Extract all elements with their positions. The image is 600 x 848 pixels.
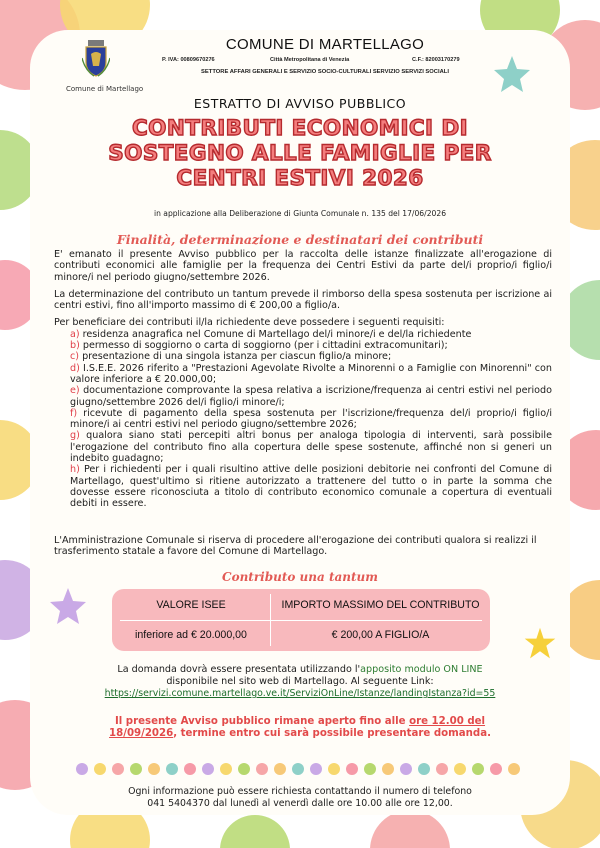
table-header-isee: VALORE ISEE: [156, 599, 226, 611]
deadline-time: ore 12.00 del: [409, 716, 486, 727]
decor-dot: [292, 763, 304, 775]
footer-line: Ogni informazione può essere richiesta contattando il numero di telefono: [128, 786, 472, 797]
header: [30, 30, 570, 100]
table-cell-importo: € 200,00 A FIGLIO/A: [331, 629, 430, 641]
list-item: d) I.S.E.E. 2026 riferito a "Prestazioni Agevolate Rivolte a Minorenni o a Famiglie con Minorenni" con valore inferiore a € 20.000,00;: [70, 362, 552, 385]
municipality-title: COMUNE DI MARTELLAGO: [225, 36, 425, 53]
decor-dot: [202, 763, 214, 775]
title-line: CONTRIBUTI ECONOMICI DI: [132, 116, 468, 141]
decor-dot: [220, 763, 232, 775]
decor-dot: [94, 763, 106, 775]
piva: P. IVA: 00809670276: [162, 57, 215, 63]
title-line: CENTRI ESTIVI 2026: [176, 166, 424, 191]
settore: SETTORE AFFARI GENERALI E SERVIZIO SOCIO-CULTURALI SERVIZIO SERVIZI SOCIALI: [201, 69, 449, 75]
footer-line: 041 5404370 dal lunedì al venerdì dalle ore 10.00 alle ore 12,00.: [147, 797, 453, 809]
list-item: a) residenza anagrafica nel Comune di Martellago del/i minore/i e del/la richiedente: [70, 328, 472, 340]
paragraph: La determinazione del contributo un tantum prevede il rimborso della spesa sostenuta per iscrizione ai centri estivi, fino all'importo massimo di € 200,00 a figlio/a.: [54, 288, 552, 312]
citta-metropolitana: Città Metropolitana di Venezia: [270, 57, 350, 63]
contact-footer: [30, 786, 570, 809]
domanda-text: La domanda dovrà essere presentata utilizzando l': [117, 664, 361, 675]
decor-dot: [454, 763, 466, 775]
decor-dot: [76, 763, 88, 775]
star-icon: [492, 54, 532, 94]
modulo-online: apposito modulo ON LINE: [360, 664, 483, 675]
decor-dot: [238, 763, 250, 775]
deadline-date: 18/09/2026: [109, 728, 174, 740]
coat-of-arms-icon: [82, 40, 110, 78]
title-line: SOSTEGNO ALLE FAMIGLIE PER: [108, 141, 492, 166]
section-title-finalita: Finalità, determinazione e destinatari dei contributi: [116, 232, 484, 247]
star-icon: [48, 586, 88, 626]
main-title: [70, 116, 530, 191]
decor-dot: [184, 763, 196, 775]
decor-dot: [310, 763, 322, 775]
istanza-link[interactable]: https://servizi.comune.martellago.ve.it/ServiziOnLine/Istanze/landingIstanza?id=55: [104, 688, 496, 699]
list-item: h) Per i richiedenti per i quali risultino attive delle posizioni debitorie nei confronti del Comune di Martellago, quest'ultimo si ritiene autorizzato a trattenere del tutto o in parte la somma che dovesse essere riconosciuta a titolo di contributo economico comunale a copertura di eventuali debiti in essere.: [70, 464, 552, 510]
paragraph: Per beneficiare dei contributi il/la richiedente deve possedere i seguenti requisiti:: [54, 317, 445, 329]
list-item: c) presentazione di una singola istanza per ciascun figlio/a minore;: [70, 351, 392, 363]
deliberazione: in applicazione alla Deliberazione di Giunta Comunale n. 135 del 17/06/2026: [153, 209, 447, 218]
domanda-line1: [30, 664, 570, 676]
decor-dot: [166, 763, 178, 775]
table-divider: [120, 620, 482, 621]
list-item: b) permesso di soggiorno o carta di soggiorno (per i cittadini extracomunitari);: [70, 340, 448, 352]
decor-dot: [364, 763, 376, 775]
domanda-link-row: [30, 688, 570, 700]
decor-dot: [370, 810, 450, 848]
decor-dot: [508, 763, 520, 775]
table-cell-isee: inferiore ad € 20.000,00: [135, 629, 247, 641]
section-title-contributo: Contributo una tantum: [222, 570, 378, 584]
decor-dot: [256, 763, 268, 775]
contribution-table: [112, 589, 490, 651]
decor-dot: [328, 763, 340, 775]
paragraph: E' emanato il presente Avviso pubblico per la raccolta delle istanze finalizzate all'erogazione di contributi economici alle famiglie per la frequenza dei Centri Estivi da parte del/i proprio/i figlio/i minore/i nel periodo giugno/settembre 2026.: [54, 249, 552, 283]
estratto-heading: ESTRATTO DI AVVISO PUBBLICO: [193, 96, 407, 111]
decor-dot: [382, 763, 394, 775]
codice-fiscale: C.F.: 82003170279: [412, 57, 460, 63]
list-item: f) ricevute di pagamento della spesa sostenuta per l'iscrizione/frequenza del/i proprio/i figlio/i minore/i ai centri estivi nel periodo giugno/settembre 2026;: [70, 407, 552, 431]
decor-dot: [220, 815, 290, 848]
decor-dot: [418, 763, 430, 775]
star-icon: [522, 626, 558, 662]
notice-card: [30, 30, 570, 815]
deadline-text: Il presente Avviso pubblico rimane aperto fino alle: [114, 716, 410, 727]
crest-caption: Comune di Martellago: [66, 85, 144, 93]
deadline-notice: [70, 716, 530, 740]
decorative-dots: [76, 763, 526, 777]
domanda-line2: disponibile nel sito web di Martellago. Al seguente Link:: [166, 676, 434, 687]
decor-dot: [130, 763, 142, 775]
table-header-importo: IMPORTO MASSIMO DEL CONTRIBUTO: [281, 599, 480, 611]
decor-dot: [112, 763, 124, 775]
list-item: e) documentazione comprovante la spesa relativa a iscrizione/frequenza ai centri estivi nel periodo giugno/settembre 2026 del/i figlio/i minore/i;: [70, 385, 552, 408]
deadline-text: , termine entro cui sarà possibile presentare domanda.: [173, 728, 491, 740]
decor-dot: [490, 763, 502, 775]
decor-dot: [346, 763, 358, 775]
amministrazione-note: L'Amministrazione Comunale si riserva di procedere all'erogazione dei contributi qualora si realizzi il trasferimento statale a favore del Comune di Martellago.: [54, 535, 537, 558]
decor-dot: [400, 763, 412, 775]
decor-dot: [436, 763, 448, 775]
requirements-list: [54, 329, 552, 510]
list-item: g) qualora siano stati percepiti altri bonus per analoga tipologia di interventi, sarà possibile l'erogazione del contributo fino alla copertura delle spese sostenute, affinché non si generi un indebito guadagno;: [70, 430, 552, 465]
decor-dot: [274, 763, 286, 775]
body-text: [54, 249, 552, 510]
decor-dot: [472, 763, 484, 775]
decor-dot: [148, 763, 160, 775]
